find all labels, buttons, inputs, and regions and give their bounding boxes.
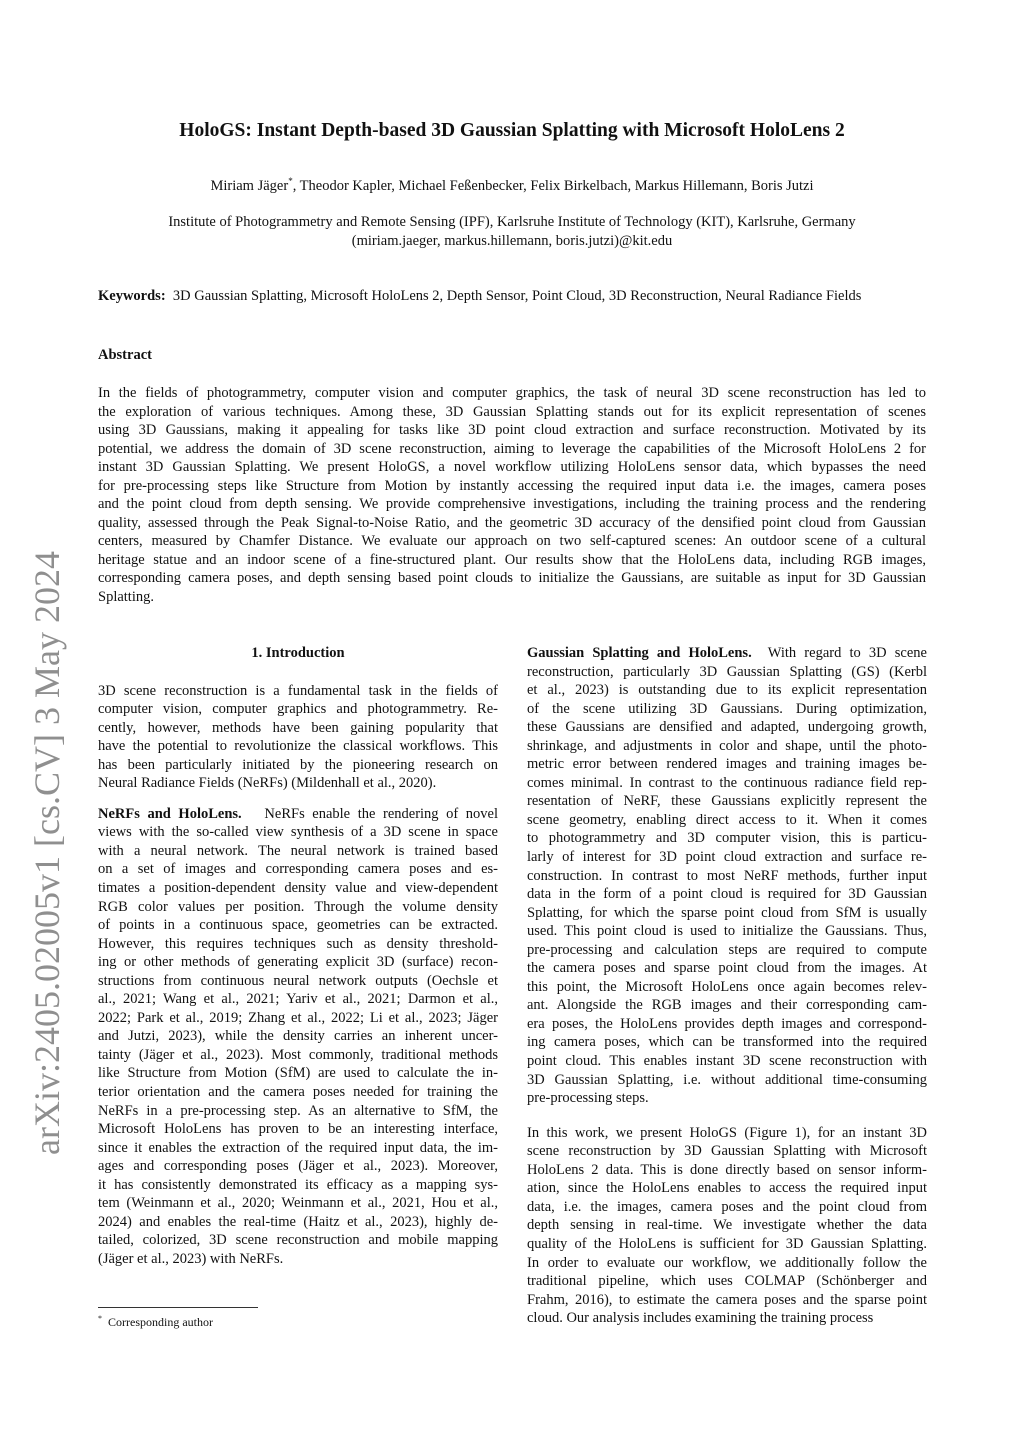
paragraph-line: 3D Gaussian Splatting, i.e. without additional time-consuming	[527, 1071, 927, 1088]
paragraph-line: Splatting.	[98, 589, 154, 606]
paragraph-line-text: NeRFs enable the rendering of novel	[264, 805, 499, 822]
paragraph-line: scene reconstruction by 3D Gaussian Splatting with Microsoft	[527, 1143, 927, 1160]
intro-paragraph-1	[98, 682, 498, 793]
paragraph-line: with a neural network. The neural network is trained based	[98, 842, 498, 859]
paragraph-line: NeRFs in a pre-processing step. As an alternative to SfM, the	[98, 1102, 498, 1119]
paragraph-line: the exploration of various techniques. Among these, 3D Gaussian Splatting stands out for its explicit representation of scenes	[98, 403, 926, 420]
corresponding-author-marker: *	[288, 176, 293, 186]
paragraph-line: reconstruction, particularly 3D Gaussian Splatting (GS) (Kerbl	[527, 663, 927, 680]
affiliation-block	[98, 213, 926, 251]
paragraph-line: tailed, colorized, 3D scene reconstruction and mobile mapping	[98, 1232, 498, 1249]
paragraph-line: RGB color values per position. Through the volume density	[98, 898, 498, 915]
paragraph-line: these Gaussians are densified and adapted, undergoing growth,	[527, 719, 927, 736]
paragraph-line: heritage statue and an indoor scene of a fine-structured plant. Our results show that the HoloLens data, including RGB images,	[98, 551, 926, 568]
paragraph-line: structions from continuous neural network outputs (Oechsle et	[98, 972, 498, 989]
paragraph-line: ation, since the HoloLens enables to access the required input	[527, 1180, 927, 1197]
paragraph-line: has been particularly initiated by the pioneering research on	[98, 756, 498, 773]
paragraph-line: ages and corresponding poses (Jäger et al., 2023). Moreover,	[98, 1158, 498, 1175]
gaussian-splatting-hololens-paragraph	[527, 644, 927, 1108]
paragraph-line	[527, 644, 927, 663]
paragraph-line: views with the so-called view synthesis of a 3D scene in space	[98, 824, 498, 841]
footnote-text: Corresponding author	[108, 1315, 213, 1329]
paragraph-line: data in the form of a point cloud is required for 3D Gaussian	[527, 886, 927, 903]
paragraph-line: Microsoft HoloLens has proven to be an interesting interface,	[98, 1121, 498, 1138]
paragraph-line: ing or other methods of generating explicit 3D (surface) recon-	[98, 954, 498, 971]
paragraph-line: Frahm, 2016), to estimate the camera poses and the sparse point	[527, 1291, 927, 1308]
paragraph-line: (Jäger et al., 2023) with NeRFs.	[98, 1250, 284, 1267]
paragraph-line	[98, 805, 498, 824]
paragraph-line: larly of interest for 3D point cloud extraction and surface re-	[527, 849, 927, 866]
paragraph-line: In order to evaluate our workflow, we additionally follow the	[527, 1254, 927, 1271]
contact-emails: (miriam.jaeger, markus.hillemann, boris.jutzi)@kit.edu	[351, 233, 673, 249]
paragraph-line: like Structure from Motion (SfM) are used to calculate the in-	[98, 1065, 498, 1082]
paragraph-line: potential, we address the domain of 3D scene reconstruction, aiming to leverage the capabilities of the Microsoft HoloLens 2 for	[98, 440, 926, 457]
left-column	[98, 644, 498, 1281]
paragraph-line: this point, the Microsoft HoloLens once again becomes relev-	[527, 978, 927, 995]
nerfs-hololens-paragraph	[98, 805, 498, 1269]
paragraph-line: pre-processing steps.	[527, 1090, 649, 1107]
paragraph-line: depth sensing in real-time. We investigate whether the data	[527, 1217, 927, 1234]
paragraph-line: 2022; Park et al., 2019; Zhang et al., 2022; Li et al., 2023; Jäger	[98, 1009, 498, 1026]
paragraph-line: comes minimal. In contrast to the continuous radiance field rep-	[527, 774, 927, 791]
paragraph-line: construction. In contrast to most NeRF methods, further input	[527, 867, 927, 884]
paragraph-run-in-heading: Gaussian Splatting and HoloLens.	[527, 645, 752, 661]
paragraph-line: HoloLens 2 data. This is done directly based on sensor inform-	[527, 1161, 927, 1178]
section-heading-introduction: 1. Introduction	[251, 645, 345, 661]
paragraph-line: resentation of NeRF, these Gaussians explicitly represent the	[527, 793, 927, 810]
paragraph-line: metric error between rendered images and training images be-	[527, 756, 927, 773]
abstract-heading: Abstract	[98, 347, 152, 363]
paragraph-line: et al., 2023) is outstanding due to its explicit representation	[527, 682, 927, 699]
paragraph-line: tem (Weinmann et al., 2020; Weinmann et al., 2021, Hou et al.,	[98, 1195, 498, 1212]
author-list: Miriam Jäger*, Theodor Kapler, Michael Feßenbecker, Felix Birkelbach, Markus Hillemann, Boris Jutzi	[210, 176, 814, 194]
keywords-line	[98, 288, 938, 305]
paragraph-line: on a set of images and corresponding camera poses and es-	[98, 861, 498, 878]
this-work-paragraph	[527, 1124, 927, 1328]
paragraph-line: pre-processing and calculation steps are required to compute	[527, 941, 927, 958]
paragraph-line: scene geometry, enabling direct access to it. When it comes	[527, 811, 927, 828]
paragraph-line: tainty (Jäger et al., 2023). Most commonly, traditional methods	[98, 1046, 498, 1063]
paper-title: HoloGS: Instant Depth-based 3D Gaussian Splatting with Microsoft HoloLens 2	[179, 120, 845, 141]
footnote-divider	[98, 1307, 258, 1308]
paragraph-line: for pre-processing steps like Structure from Motion by instantly accessing the required input data i.e. the images, camera poses	[98, 477, 926, 494]
footnote-marker: *	[98, 1314, 102, 1323]
arxiv-identifier-stamp: arXiv:2405.02005v1 [cs.CV] 3 May 2024	[27, 551, 67, 1155]
paragraph-line: cloud. Our analysis includes examining the training process	[527, 1310, 874, 1327]
paragraph-line: traditional pipeline, which uses COLMAP (Schönberger and	[527, 1273, 927, 1290]
keywords-list: 3D Gaussian Splatting, Microsoft HoloLens 2, Depth Sensor, Point Cloud, 3D Reconstruction, Neural Radiance Fields	[172, 288, 862, 304]
paragraph-line: used. This point cloud is used to initialize the Gaussians. Thus,	[527, 923, 927, 940]
paragraph-line-text: With regard to 3D scene	[767, 645, 927, 661]
paragraph-line: Splatting, for which the sparse point cloud from SfM is usually	[527, 904, 927, 921]
paragraph-line: instant 3D Gaussian Splatting. We present HoloGS, a novel workflow utilizing HoloLens sensor data, which bypasses the need	[98, 459, 926, 476]
right-column	[527, 644, 927, 1340]
paragraph-line: centers, measured by Chamfer Distance. We evaluate our approach on two self-captured scenes: An outdoor scene of a cultural	[98, 533, 926, 550]
abstract-body	[98, 384, 926, 607]
paragraph-line: to photogrammetry and 3D computer vision, this is particu-	[527, 830, 927, 847]
footnote	[98, 1314, 213, 1330]
paragraph-line: and Jutzi, 2023), while the density carries an inherent uncer-	[98, 1028, 498, 1045]
paragraph-line: computer vision, computer graphics and photogrammetry. Re-	[98, 701, 498, 718]
paragraph-line: of points in a continuous space, geometries can be extracted.	[98, 917, 498, 934]
paragraph-line: In this work, we present HoloGS (Figure 1), for an instant 3D	[527, 1124, 927, 1141]
paragraph-line: In the fields of photogrammetry, computer vision and computer graphics, the task of neural 3D scene reconstruction has led to	[98, 385, 926, 401]
paragraph-line: ant. Alongside the RGB images and their corresponding cam-	[527, 997, 927, 1014]
paragraph-line: 2024) and enables the real-time (Haitz et al., 2023), highly de-	[98, 1213, 498, 1230]
paragraph-line: era poses, the HoloLens provides depth images and correspond-	[527, 1015, 927, 1032]
affiliation: Institute of Photogrammetry and Remote Sensing (IPF), Karlsruhe Institute of Technology (KIT), Karlsruhe, Germany	[168, 214, 856, 230]
paragraph-line: have the potential to revolutionize the classical workflows. This	[98, 738, 498, 755]
paragraph-line: terior orientation and the camera poses needed for training the	[98, 1084, 498, 1101]
paragraph-line: quality of the HoloLens is sufficient for 3D Gaussian Splatting.	[527, 1235, 927, 1252]
paragraph-line: Neural Radiance Fields (NeRFs) (Mildenhall et al., 2020).	[98, 775, 437, 792]
paragraph-line: data, i.e. the images, camera poses and the point cloud from	[527, 1198, 927, 1215]
paragraph-line: using 3D Gaussians, making it appealing for tasks like 3D point cloud extraction and surface reconstruction. Motivated by its	[98, 422, 926, 439]
paragraph-line: point cloud. This enables instant 3D scene reconstruction with	[527, 1053, 927, 1070]
paragraph-line: al., 2021; Wang et al., 2021; Yariv et al., 2021; Darmon et al.,	[98, 991, 498, 1008]
paragraph-line: it has consistently demonstrated its efficacy as a mapping sys-	[98, 1176, 498, 1193]
paragraph-line: cently, however, methods have been gaining popularity that	[98, 719, 498, 736]
paragraph-run-in-heading: NeRFs and HoloLens.	[98, 805, 242, 822]
paragraph-line: since it enables the extraction of the required input data, the im-	[98, 1139, 498, 1156]
keywords-label: Keywords:	[98, 288, 166, 304]
paragraph-line: quality, assessed through the Peak Signal-to-Noise Ratio, and the geometric 3D accuracy of the densified point cloud from Gaussian	[98, 514, 926, 531]
paragraph-line: However, this requires techniques such as density threshold-	[98, 935, 498, 952]
paragraph-line: and the point cloud from depth sensing. We provide comprehensive investigations, including the training process and the rendering	[98, 496, 926, 513]
paragraph-line: of the scene utilizing 3D Gaussians. During optimization,	[527, 700, 927, 717]
paragraph-line: corresponding camera poses, and depth sensing based point clouds to initialize the Gaussians, are suitable as input for 3D Gaussian	[98, 570, 926, 587]
paragraph-line: shrinkage, and adjustments in color and shape, until the photo-	[527, 737, 927, 754]
paragraph-line: timates a position-dependent density value and view-dependent	[98, 880, 498, 897]
paragraph-line: 3D scene reconstruction is a fundamental task in the fields of	[98, 682, 498, 699]
paragraph-line: the camera poses and sparse point cloud from the images. At	[527, 960, 927, 977]
paragraph-line: ing camera poses, which can be transformed into the required	[527, 1034, 927, 1051]
